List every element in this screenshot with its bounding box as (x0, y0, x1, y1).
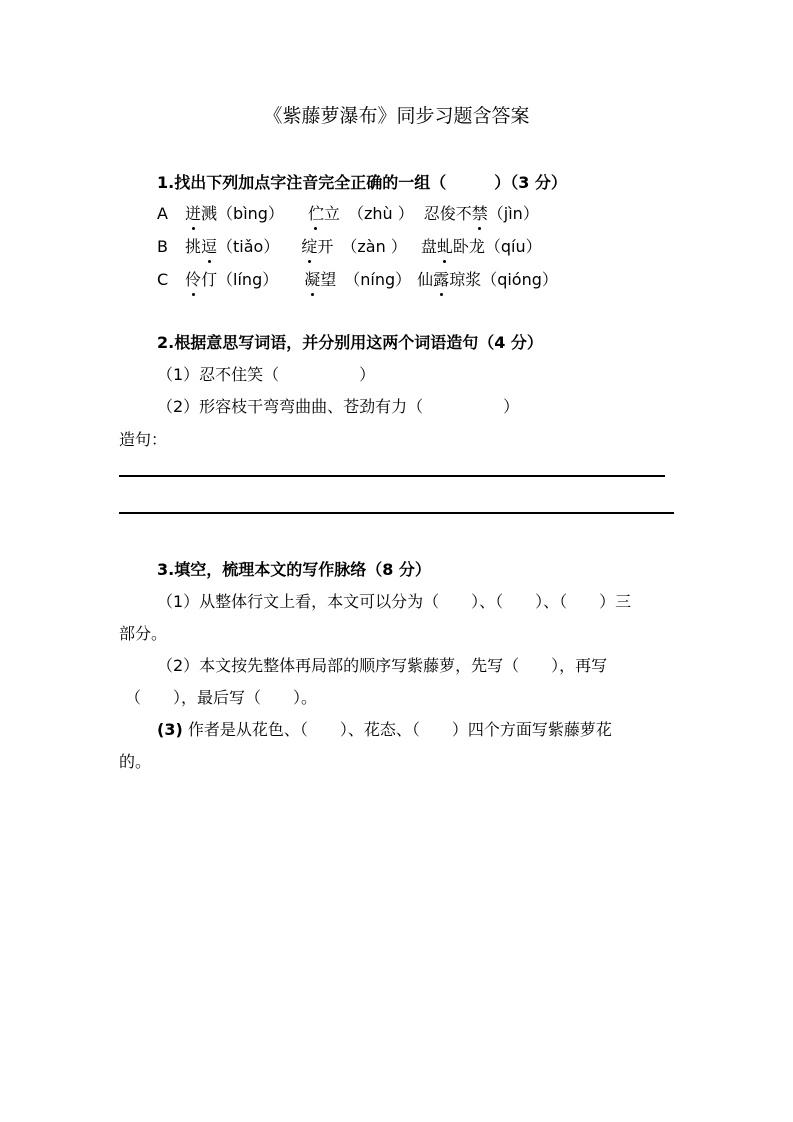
question-3-part-3-cont: 的。 (119, 752, 152, 771)
pinyin: （níng） (344, 270, 412, 289)
dotted-char: 伶 (185, 267, 201, 290)
dotted-char: 逗 (201, 234, 217, 257)
question-1-heading: 1.找出下列加点字注音完全正确的一组（ ）（3 分） (157, 173, 567, 192)
pinyin: （zhù ） (347, 204, 414, 223)
option-letter: C (157, 270, 169, 289)
sentence-label: 造句： (119, 430, 168, 449)
question-3-part-3-number: (3) (157, 720, 183, 739)
option-text: 溅 (201, 204, 218, 223)
pinyin: 卧龙（qíu） (452, 237, 542, 256)
dotted-char: 禁 (472, 201, 488, 224)
option-text: 忍俊不 (423, 204, 472, 223)
dotted-char: 绽 (301, 234, 317, 257)
question-3-part-1: （1）从整体行文上看，本文可以分为（ ）、（ ）、（ ）三 (157, 592, 632, 611)
page-title: 《紫藤萝瀑布》同步习题含答案 (263, 105, 530, 127)
pinyin: （tiǎo） (217, 237, 280, 256)
question-3-heading: 3.填空，梳理本文的写作脉络（8 分） (157, 560, 431, 579)
question-3-part-2: （2）本文按先整体再局部的顺序写紫藤萝，先写（ ），再写 (157, 656, 608, 675)
answer-line-1 (119, 475, 665, 477)
option-text: 立 (323, 204, 340, 223)
question-3-part-3 (157, 717, 612, 740)
option-text: 挑 (185, 237, 202, 256)
question-2-heading: 2.根据意思写词语，并分别用这两个词语造句（4 分） (157, 333, 543, 352)
pinyin: （líng） (217, 270, 279, 289)
option-text: 望 (320, 270, 337, 289)
dotted-char: 凝 (304, 267, 320, 290)
question-3-part-2-cont: （ ），最后写（ ）。 (125, 688, 318, 707)
pinyin: （bìng） (217, 204, 284, 223)
dotted-char: 迸 (185, 201, 201, 224)
pinyin: 琼浆（qióng） (449, 270, 558, 289)
pinyin: （jìn） (487, 204, 539, 223)
option-letter: B (157, 237, 168, 256)
option-letter: A (157, 204, 168, 223)
option-text: 仙 (417, 270, 434, 289)
option-c (157, 267, 558, 290)
question-2-item-1: （1）忍不住笑（ ） (157, 365, 376, 384)
option-text: 仃 (201, 270, 218, 289)
dotted-char: 伫 (308, 201, 324, 224)
option-b (157, 234, 542, 257)
question-2-item-2: （2）形容枝干弯弯曲曲、苍劲有力（ ） (157, 397, 520, 416)
dotted-char: 虬 (437, 234, 453, 257)
option-text: 盘 (420, 237, 437, 256)
option-text: 开 (317, 237, 334, 256)
question-3-part-3-text: 作者是从花色、（ ）、花态、（ ）四个方面写紫藤萝花 (187, 720, 612, 739)
pinyin: （zàn ） (341, 237, 407, 256)
question-3-part-1-cont: 部分。 (119, 624, 168, 643)
dotted-char: 露 (433, 267, 449, 290)
option-a (157, 201, 539, 224)
answer-line-2 (119, 512, 674, 514)
